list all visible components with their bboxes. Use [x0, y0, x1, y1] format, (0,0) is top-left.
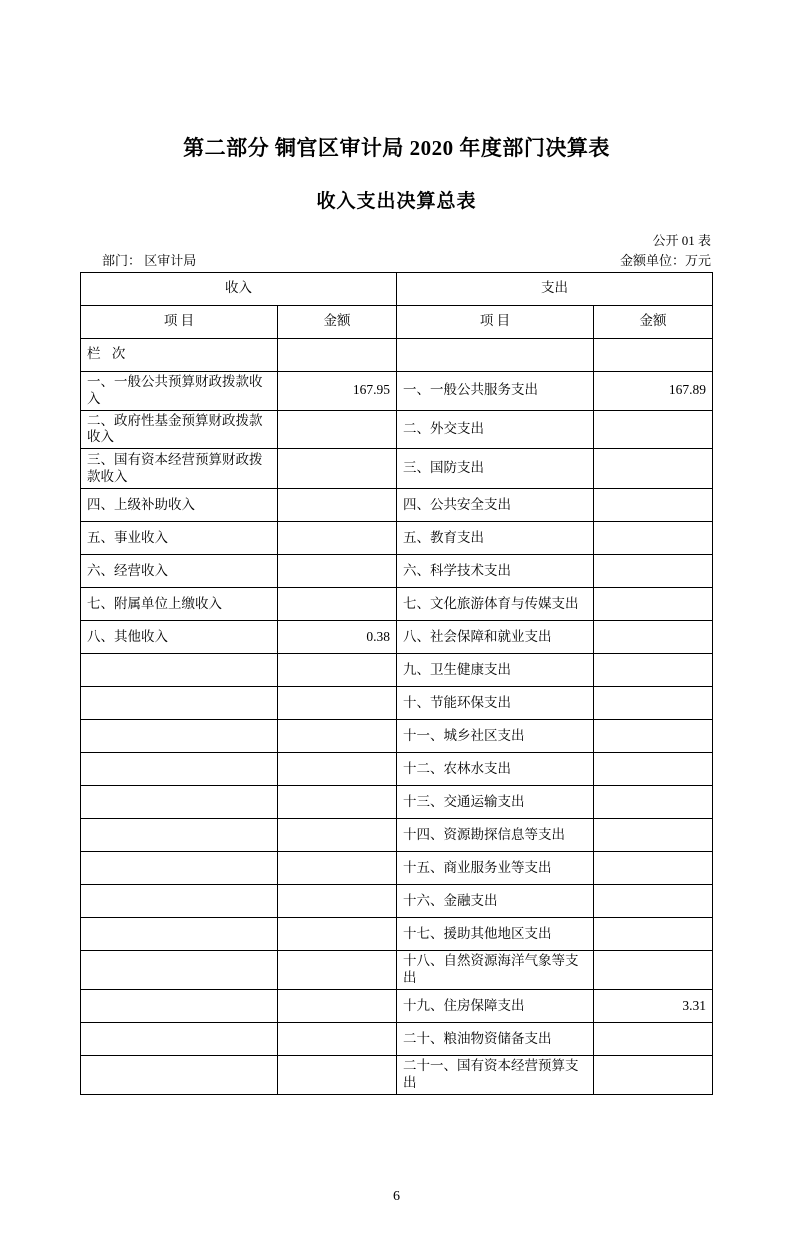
expense-amount	[594, 918, 713, 951]
expense-amount	[594, 522, 713, 555]
expense-amount	[594, 819, 713, 852]
income-amount	[278, 819, 397, 852]
form-number: 公开 01 表	[652, 233, 711, 249]
income-item	[81, 687, 278, 720]
expense-amount	[594, 449, 713, 489]
income-item: 三、国有资本经营预算财政拨款收入	[81, 449, 278, 489]
income-expense-table	[80, 272, 713, 1095]
expense-item: 三、国防支出	[397, 449, 594, 489]
table-row	[81, 522, 713, 555]
column-header-income-amount: 金额	[278, 305, 397, 338]
expense-item: 十二、农林水支出	[397, 753, 594, 786]
income-amount	[278, 410, 397, 449]
expense-amount	[594, 786, 713, 819]
table-row	[81, 753, 713, 786]
table-title: 收入支出决算总表	[316, 191, 477, 213]
expense-item: 二十、粮油物资储备支出	[397, 1023, 594, 1056]
income-amount	[278, 1023, 397, 1056]
income-amount	[278, 1056, 397, 1095]
income-amount	[278, 654, 397, 687]
expense-item: 一、一般公共服务支出	[397, 371, 594, 410]
income-item	[81, 786, 278, 819]
income-amount	[278, 522, 397, 555]
income-item: 二、政府性基金预算财政拨款收入	[81, 410, 278, 449]
income-item: 七、附属单位上缴收入	[81, 588, 278, 621]
income-item: 四、上级补助收入	[81, 489, 278, 522]
table-row	[81, 786, 713, 819]
table-row	[81, 555, 713, 588]
income-item: 六、经营收入	[81, 555, 278, 588]
table-row	[81, 990, 713, 1023]
table-row	[81, 449, 713, 489]
income-item	[81, 819, 278, 852]
expense-amount: 167.89	[594, 371, 713, 410]
table-row	[81, 588, 713, 621]
table-row	[81, 819, 713, 852]
income-amount	[278, 885, 397, 918]
group-header-expense: 支出	[397, 272, 713, 305]
expense-item: 十九、住房保障支出	[397, 990, 594, 1023]
income-amount	[278, 489, 397, 522]
income-amount	[278, 720, 397, 753]
expense-amount	[594, 654, 713, 687]
income-amount	[278, 918, 397, 951]
expense-amount	[594, 852, 713, 885]
expense-item: 五、教育支出	[397, 522, 594, 555]
income-item	[81, 852, 278, 885]
table-row	[81, 621, 713, 654]
row-label-income-amount	[278, 338, 397, 371]
income-amount	[278, 449, 397, 489]
expense-item: 二十一、国有资本经营预算支出	[397, 1056, 594, 1095]
expense-item: 十七、援助其他地区支出	[397, 918, 594, 951]
table-row	[81, 1023, 713, 1056]
expense-amount	[594, 753, 713, 786]
table-row	[81, 720, 713, 753]
income-item	[81, 654, 278, 687]
table-row	[81, 918, 713, 951]
expense-item: 十三、交通运输支出	[397, 786, 594, 819]
table-row	[81, 951, 713, 990]
page-title: 第二部分 铜官区审计局 2020 年度部门决算表	[183, 136, 610, 160]
column-header-expense-item: 项 目	[397, 305, 594, 338]
expense-amount	[594, 885, 713, 918]
department-label: 部门： 区审计局	[102, 252, 197, 268]
income-amount	[278, 753, 397, 786]
expense-item: 八、社会保障和就业支出	[397, 621, 594, 654]
expense-item: 九、卫生健康支出	[397, 654, 594, 687]
expense-item: 十八、自然资源海洋气象等支出	[397, 951, 594, 990]
row-label-cell: 栏 次	[81, 338, 278, 371]
table-column-header-row	[81, 305, 713, 338]
column-header-expense-amount: 金额	[594, 305, 713, 338]
income-item	[81, 1056, 278, 1095]
row-label-expense-amount	[594, 338, 713, 371]
income-amount: 0.38	[278, 621, 397, 654]
document-meta	[80, 231, 713, 268]
table-row	[81, 687, 713, 720]
expense-amount	[594, 410, 713, 449]
income-item: 八、其他收入	[81, 621, 278, 654]
expense-amount	[594, 588, 713, 621]
group-header-income: 收入	[81, 272, 397, 305]
expense-amount	[594, 1056, 713, 1095]
income-amount	[278, 990, 397, 1023]
table-row	[81, 654, 713, 687]
income-item	[81, 951, 278, 990]
table-row	[81, 371, 713, 410]
income-amount	[278, 588, 397, 621]
expense-item: 十一、城乡社区支出	[397, 720, 594, 753]
expense-amount	[594, 687, 713, 720]
table-row	[81, 410, 713, 449]
table-row	[81, 852, 713, 885]
income-item	[81, 918, 278, 951]
expense-item: 十、节能环保支出	[397, 687, 594, 720]
income-amount	[278, 852, 397, 885]
income-amount	[278, 555, 397, 588]
income-item	[81, 990, 278, 1023]
income-item	[81, 753, 278, 786]
expense-amount: 3.31	[594, 990, 713, 1023]
meta-row	[80, 251, 711, 268]
document-page	[0, 135, 793, 1257]
income-item	[81, 720, 278, 753]
income-item	[81, 885, 278, 918]
table-group-header-row	[81, 272, 713, 305]
income-item: 一、一般公共预算财政拨款收入	[81, 371, 278, 410]
expense-amount	[594, 1023, 713, 1056]
expense-item: 十六、金融支出	[397, 885, 594, 918]
expense-item: 十四、资源勘探信息等支出	[397, 819, 594, 852]
income-amount	[278, 951, 397, 990]
amount-unit-note: 金额单位：万元	[619, 252, 711, 268]
income-item: 五、事业收入	[81, 522, 278, 555]
expense-item: 十五、商业服务业等支出	[397, 852, 594, 885]
expense-item: 六、科学技术支出	[397, 555, 594, 588]
expense-item: 二、外交支出	[397, 410, 594, 449]
expense-amount	[594, 555, 713, 588]
row-label-expense-item	[397, 338, 594, 371]
expense-item: 四、公共安全支出	[397, 489, 594, 522]
column-header-income-item: 项 目	[81, 305, 278, 338]
page-number: 6	[393, 1189, 400, 1204]
income-amount	[278, 687, 397, 720]
expense-amount	[594, 621, 713, 654]
expense-amount	[594, 951, 713, 990]
income-amount	[278, 786, 397, 819]
income-item	[81, 1023, 278, 1056]
expense-item: 七、文化旅游体育与传媒支出	[397, 588, 594, 621]
table-row	[81, 489, 713, 522]
table-row	[81, 885, 713, 918]
expense-amount	[594, 720, 713, 753]
expense-amount	[594, 489, 713, 522]
table-row-column-label	[81, 338, 713, 371]
table-row	[81, 1056, 713, 1095]
income-amount: 167.95	[278, 371, 397, 410]
